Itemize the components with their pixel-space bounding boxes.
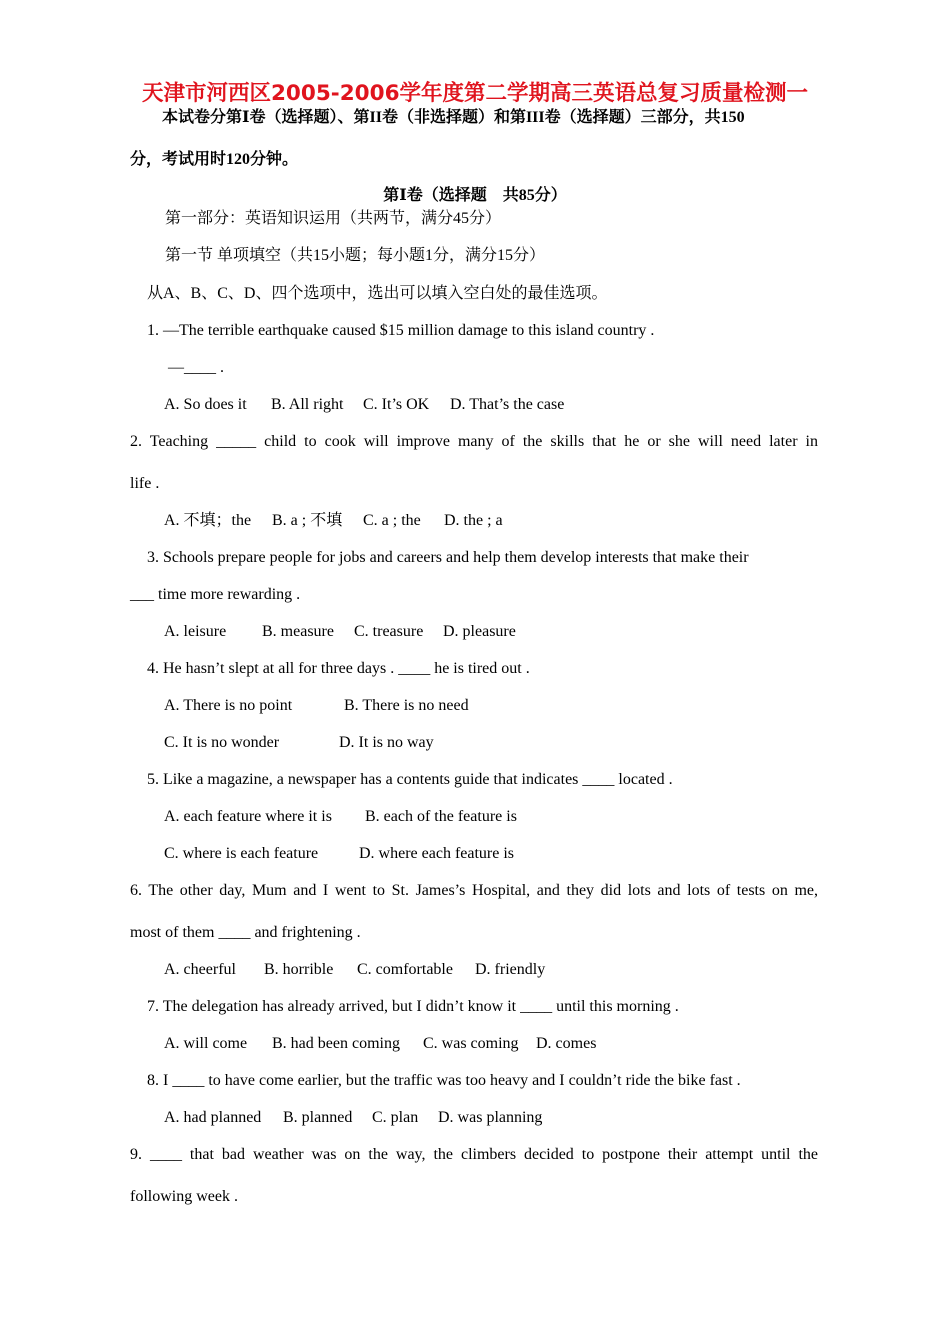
question-2-options <box>164 511 503 531</box>
option-a: A. leisure <box>164 623 227 640</box>
question-1-stem: 1. —The terrible earthquake caused $15 million damage to this island country . <box>147 322 655 339</box>
option-c: C. comfortable <box>357 961 453 978</box>
option-d: D. pleasure <box>443 623 516 640</box>
question-3-stem-line-1: 3. Schools prepare people for jobs and careers and help them develop interests that make their <box>147 549 749 566</box>
option-c: C. It’s OK <box>363 396 430 413</box>
question-1-options <box>164 395 564 415</box>
question-2-stem-line-2: life . <box>130 475 160 492</box>
option-b: B. a ; 不填 <box>272 512 343 529</box>
option-b: B. measure <box>262 623 334 640</box>
option-d: D. That’s the case <box>450 396 565 413</box>
option-c: C. was coming <box>423 1035 519 1052</box>
question-3-stem-line-2: ___ time more rewarding . <box>130 586 301 603</box>
option-b: B. horrible <box>264 961 334 978</box>
option-d: D. It is no way <box>339 734 434 751</box>
question-4-options-row-2 <box>164 733 434 753</box>
question-9-stem-line-1: 9. ____ that bad weather was on the way, the climbers decided to postpone their attempt until the <box>130 1146 818 1163</box>
question-5-options-row-1 <box>164 807 517 827</box>
question-1-reply: —____ . <box>168 359 224 376</box>
option-b: B. planned <box>283 1109 353 1126</box>
question-8-options <box>164 1108 542 1128</box>
option-a: A. will come <box>164 1035 248 1052</box>
option-d: D. was planning <box>438 1109 543 1126</box>
question-4-options-row-1 <box>164 696 469 716</box>
option-c: C. treasure <box>354 623 424 640</box>
option-a: A. each feature where it is <box>164 808 332 825</box>
option-b: B. There is no need <box>344 697 469 714</box>
document-title: 天津市河西区2005-2006学年度第二学期高三英语总复习质量检测一 <box>141 81 809 106</box>
option-d: D. the ; a <box>444 512 503 529</box>
option-d: D. where each feature is <box>359 845 515 862</box>
question-4-stem: 4. He hasn’t slept at all for three days . ____ he is tired out . <box>147 660 530 677</box>
question-5-stem: 5. Like a magazine, a newspaper has a contents guide that indicates ____ located . <box>147 771 673 788</box>
option-d: D. friendly <box>475 961 546 978</box>
subsection-heading: 第一节 单项填空（共15小题；每小题1分，满分15分） <box>165 247 546 264</box>
instruction-text: 从A、B、C、D、四个选项中，选出可以填入空白处的最佳选项。 <box>147 285 608 302</box>
question-8-stem: 8. I ____ to have come earlier, but the traffic was too heavy and I couldn’t ride the bike fast . <box>147 1072 741 1089</box>
option-b: B. each of the feature is <box>365 808 517 825</box>
option-a: A. 不填；the <box>164 512 252 529</box>
section-title: 第Ⅰ卷（选择题 共85分） <box>383 187 567 204</box>
question-6-options <box>164 960 545 980</box>
question-7-options <box>164 1034 596 1054</box>
option-a: A. cheerful <box>164 961 236 978</box>
question-3-options <box>164 622 516 642</box>
option-b: B. All right <box>271 396 344 413</box>
intro-line-1: 本试卷分第Ⅰ卷（选择题）、第II卷（非选择题）和第III卷（选择题）三部分，共150 <box>162 109 745 126</box>
option-c: C. plan <box>372 1109 419 1126</box>
option-c: C. a ; the <box>363 512 421 529</box>
option-a: A. There is no point <box>164 697 293 714</box>
question-2-stem-line-1: 2. Teaching _____ child to cook will improve many of the skills that he or she will need later in <box>130 433 818 450</box>
part-heading: 第一部分：英语知识运用（共两节，满分45分） <box>165 210 502 227</box>
question-6-stem-line-2: most of them ____ and frightening . <box>130 924 361 941</box>
question-7-stem: 7. The delegation has already arrived, but I didn’t know it ____ until this morning . <box>147 998 679 1015</box>
intro-line-2: 分，考试用时120分钟。 <box>130 151 299 168</box>
option-a: A. So does it <box>164 396 247 413</box>
question-9-stem-line-2: following week . <box>130 1188 238 1205</box>
question-5-options-row-2 <box>164 844 514 864</box>
option-a: A. had planned <box>164 1109 262 1126</box>
option-c: C. where is each feature <box>164 845 319 862</box>
option-d: D. comes <box>536 1035 597 1052</box>
question-6-stem-line-1: 6. The other day, Mum and I went to St. James’s Hospital, and they did lots and lots of tests on me, <box>130 882 818 899</box>
option-b: B. had been coming <box>272 1035 400 1052</box>
option-c: C. It is no wonder <box>164 734 280 751</box>
